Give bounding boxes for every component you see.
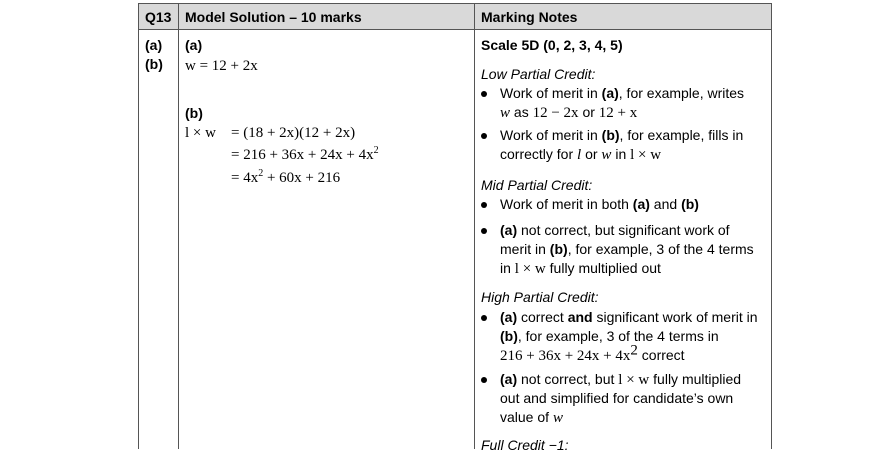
low-partial-heading: Low Partial Credit: bbox=[481, 66, 596, 82]
mid-bullet-2-line-2: merit in (b), for example, 3 of the 4 terms bbox=[500, 241, 754, 257]
high-bullet-2-line-1: (a) not correct, but l × w fully multiplied bbox=[500, 371, 742, 388]
solution-b-line-2: = $216 + 36x + 24x + 4x^2$ bbox=[231, 145, 379, 163]
bullet bbox=[481, 377, 487, 383]
scale-heading: Scale 5D (0, 2, 3, 4, 5) bbox=[481, 37, 623, 53]
low-bullet-2-line-1: Work of merit in (b), for example, fills in bbox=[500, 127, 744, 143]
low-bullet-1-line-1: Work of merit in (a), for example, writes bbox=[500, 85, 745, 101]
solution-a-equation: w = 12 + 2x bbox=[185, 58, 258, 74]
bullet bbox=[481, 228, 487, 234]
part-a-label: (a) bbox=[145, 37, 163, 53]
high-bullet-1-line-3: $216 + 36x + 24x + 4x^2$ correct bbox=[500, 342, 685, 364]
high-bullet-1-line-1: (a) correct and significant work of merit in bbox=[500, 309, 758, 325]
bullet bbox=[481, 133, 487, 139]
solution-b-lhs: l × w bbox=[185, 125, 216, 141]
mid-bullet-1: Work of merit in both (a) and (b) bbox=[500, 196, 699, 212]
low-bullet-1-line-2: w as 12 − 2x or 12 + x bbox=[500, 104, 638, 121]
notes-column-heading: Marking Notes bbox=[481, 9, 578, 25]
part-b-label: (b) bbox=[145, 56, 163, 72]
low-bullet-2-line-2: correctly for l or w in l × w bbox=[500, 146, 662, 163]
solution-column-heading: Model Solution – 10 marks bbox=[185, 9, 362, 25]
high-partial-heading: High Partial Credit: bbox=[481, 289, 599, 305]
solution-b-line-3: = $4x^2 + 60x + 216$ bbox=[231, 168, 341, 186]
high-bullet-2-line-3: value of w bbox=[500, 409, 563, 426]
high-bullet-1-line-2: (b), for example, 3 of the 4 terms in bbox=[500, 328, 719, 344]
bullet bbox=[481, 315, 487, 321]
bullet bbox=[481, 91, 487, 97]
mid-bullet-2-line-1: (a) not correct, but significant work of bbox=[500, 222, 730, 238]
column-divider bbox=[474, 4, 475, 449]
full-credit-heading: Full Credit −1: bbox=[481, 437, 569, 453]
mid-partial-heading: Mid Partial Credit: bbox=[481, 177, 593, 193]
column-divider bbox=[178, 4, 179, 449]
question-number: Q13 bbox=[145, 9, 172, 25]
high-bullet-2-line-2: out and simplified for candidate’s own bbox=[500, 390, 734, 406]
solution-b-label: (b) bbox=[185, 105, 203, 121]
solution-a-label: (a) bbox=[185, 37, 203, 53]
bullet bbox=[481, 202, 487, 208]
marking-scheme-table bbox=[138, 3, 772, 453]
mid-bullet-2-line-3: in l × w fully multiplied out bbox=[500, 260, 661, 277]
solution-b-line-1: = (18 + 2x)(12 + 2x) bbox=[231, 125, 356, 141]
